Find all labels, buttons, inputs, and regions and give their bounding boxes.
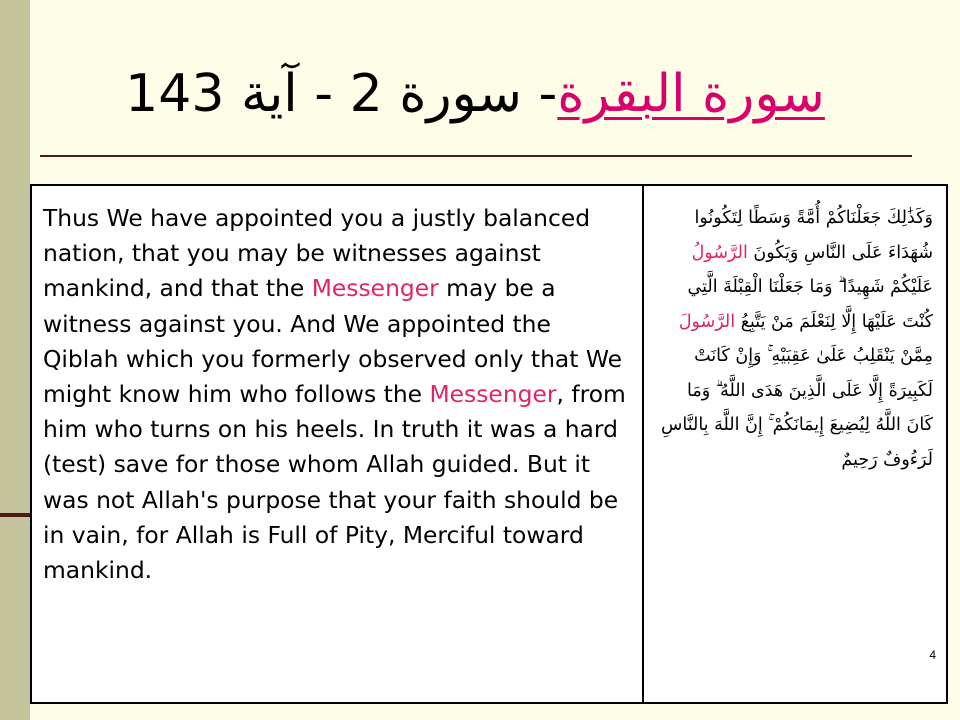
surah-link[interactable]: سورة البقرة (557, 64, 825, 124)
arabic-cell (643, 185, 947, 703)
translation-segment: , from him who turns on his heels. In truth it was a hard (test) save for those whom Allah guided. But it was not Allah's purpose that your faith should be in vain, for Allah is Full of Pity, Merciful toward mankind. (43, 380, 626, 585)
left-sidebar-band (0, 0, 30, 720)
translation-highlight: Messenger (311, 274, 439, 303)
arabic-highlight: الرَّسُولَ (678, 311, 736, 332)
title-divider (40, 155, 912, 157)
translation-highlight: Messenger (429, 380, 557, 409)
arabic-segment: وَكَذَٰلِكَ جَعَلْنَاكُمْ أُمَّةً وَسَطًا لِتَكُونُوا شُهَدَاءَ عَلَى النَّاسِ وَيَكُونَ (694, 208, 933, 263)
arabic-verse (645, 187, 945, 477)
arabic-highlight: الرَّسُولُ (691, 242, 748, 263)
translation-cell (31, 185, 643, 703)
arabic-segment: مِمَّنْ يَنْقَلِبُ عَلَىٰ عَقِبَيْهِ ۚ وَإِنْ كَانَتْ لَكَبِيرَةً إِلَّا عَلَى الَّذِينَ هَدَى اللَّهُ ۗ وَمَا كَانَ اللَّهُ لِيُضِيعَ إِيمَانَكُمْ ۚ إِنَّ اللَّهَ بِالنَّاسِ لَرَءُوفٌ رَحِيمٌ (661, 346, 933, 470)
arabic-segment: عَلَيْكُمْ شَهِيدًا ۗ وَمَا جَعَلْنَا الْقِبْلَةَ الَّتِي كُنْتَ عَلَيْهَا إِلَّا لِنَعْلَمَ مَنْ يَتَّبِعُ (687, 277, 933, 332)
translation-segment: may be a witness against you. And We appointed the Qiblah which you formerly observed only that We might know him who follows the (43, 274, 623, 409)
title-verse-ref: - سورة 2 - آية 143 (125, 64, 558, 124)
verse-table (30, 184, 948, 704)
english-translation (33, 187, 641, 588)
page-title (40, 52, 910, 136)
translation-segment: Thus We have appointed you a justly balanced nation, that you may be witnesses against mankind, and that the (43, 204, 591, 303)
page-number: 4 (929, 648, 936, 662)
